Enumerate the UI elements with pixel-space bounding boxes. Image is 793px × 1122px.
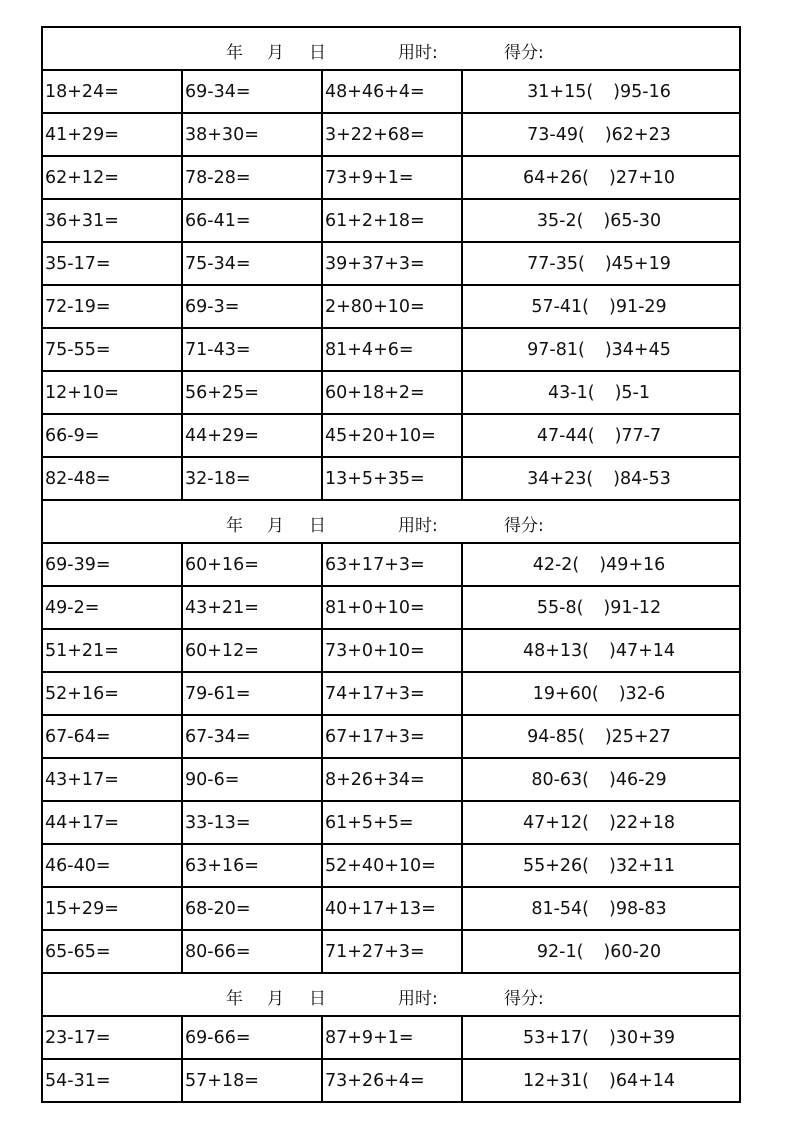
problem-cell: 44+17= — [43, 802, 183, 843]
problem-row — [41, 714, 741, 757]
comparison-cell — [463, 200, 739, 241]
comparison-left: 47-44( — [536, 425, 595, 446]
problem-cell: 57+18= — [183, 1060, 323, 1101]
comparison-left: 53+17( — [522, 1027, 589, 1048]
problem-cell: 73+9+1= — [323, 157, 463, 198]
problem-cell: 75-34= — [183, 243, 323, 284]
comparison-right: )27+10 — [609, 167, 676, 188]
problem-row — [41, 800, 741, 843]
comparison-right: )84-53 — [613, 468, 671, 489]
comparison-right: )32+11 — [609, 855, 676, 876]
comparison-left: 55+26( — [522, 855, 589, 876]
problem-cell: 66-9= — [43, 415, 183, 456]
problem-cell: 61+5+5= — [323, 802, 463, 843]
comparison-right: )49+16 — [599, 554, 666, 575]
comparison-right: )47+14 — [609, 640, 676, 661]
worksheet — [41, 26, 741, 1103]
comparison-right: )25+27 — [604, 726, 671, 747]
header-time-used: 用时: — [398, 516, 438, 536]
problem-cell: 18+24= — [43, 71, 183, 112]
comparison-left: 55-8( — [536, 597, 584, 618]
problem-cell: 52+16= — [43, 673, 183, 714]
comparison-left: 31+15( — [527, 81, 594, 102]
problem-cell: 23-17= — [43, 1017, 183, 1058]
comparison-right: )22+18 — [609, 812, 676, 833]
problem-cell: 56+25= — [183, 372, 323, 413]
comparison-cell — [463, 888, 739, 929]
comparison-right: )32-6 — [618, 683, 666, 704]
comparison-cell — [463, 630, 739, 671]
problem-cell: 43+21= — [183, 587, 323, 628]
problem-row — [41, 456, 741, 499]
problem-cell: 41+29= — [43, 114, 183, 155]
header-year: 年 — [226, 516, 243, 536]
problem-cell: 69-3= — [183, 286, 323, 327]
comparison-left: 64+26( — [522, 167, 589, 188]
problem-cell: 69-34= — [183, 71, 323, 112]
problem-row — [41, 542, 741, 585]
comparison-left: 19+60( — [532, 683, 599, 704]
comparison-cell — [463, 458, 739, 499]
comparison-left: 94-85( — [527, 726, 585, 747]
problem-cell: 45+20+10= — [323, 415, 463, 456]
comparison-cell — [463, 587, 739, 628]
problem-cell: 90-6= — [183, 759, 323, 800]
problem-cell: 74+17+3= — [323, 673, 463, 714]
problem-row — [41, 886, 741, 929]
problem-row — [41, 155, 741, 198]
problem-cell: 79-61= — [183, 673, 323, 714]
problem-row — [41, 370, 741, 413]
problem-cell: 49-2= — [43, 587, 183, 628]
problem-cell: 54-31= — [43, 1060, 183, 1101]
problem-row — [41, 413, 741, 456]
header-year: 年 — [226, 43, 243, 63]
comparison-left: 48+13( — [522, 640, 589, 661]
problem-cell: 78-28= — [183, 157, 323, 198]
problem-cell: 13+5+35= — [323, 458, 463, 499]
problem-cell: 72-19= — [43, 286, 183, 327]
header-day: 日 — [309, 43, 326, 63]
problem-cell: 35-17= — [43, 243, 183, 284]
comparison-cell — [463, 329, 739, 370]
problem-cell: 75-55= — [43, 329, 183, 370]
problem-cell: 61+2+18= — [323, 200, 463, 241]
comparison-right: )98-83 — [609, 898, 667, 919]
problem-row — [41, 585, 741, 628]
problem-row — [41, 69, 741, 112]
problem-row — [41, 112, 741, 155]
problem-cell: 80-66= — [183, 931, 323, 972]
header-time-used: 用时: — [398, 989, 438, 1009]
comparison-cell — [463, 415, 739, 456]
comparison-right: )65-30 — [603, 210, 662, 231]
problem-cell: 71+27+3= — [323, 931, 463, 972]
comparison-cell — [463, 673, 739, 714]
problem-cell: 65-65= — [43, 931, 183, 972]
comparison-right: )62+23 — [604, 124, 671, 145]
problem-cell: 43+17= — [43, 759, 183, 800]
comparison-left: 34+23( — [527, 468, 594, 489]
problem-cell: 44+29= — [183, 415, 323, 456]
problem-cell: 32-18= — [183, 458, 323, 499]
header-day: 日 — [309, 989, 326, 1009]
header-score: 得分: — [504, 989, 544, 1009]
problem-cell: 81+4+6= — [323, 329, 463, 370]
comparison-right: )30+39 — [609, 1027, 676, 1048]
problem-row — [41, 929, 741, 972]
problem-cell: 3+22+68= — [323, 114, 463, 155]
problem-cell: 63+17+3= — [323, 544, 463, 585]
problem-cell: 60+18+2= — [323, 372, 463, 413]
problem-row — [41, 327, 741, 370]
comparison-cell — [463, 372, 739, 413]
comparison-cell — [463, 157, 739, 198]
comparison-left: 43-1( — [548, 382, 595, 403]
problem-cell: 62+12= — [43, 157, 183, 198]
block-header — [41, 972, 741, 1015]
problem-cell: 46-40= — [43, 845, 183, 886]
header-month: 月 — [267, 516, 284, 536]
header-day: 日 — [309, 516, 326, 536]
problem-cell: 66-41= — [183, 200, 323, 241]
problem-cell: 15+29= — [43, 888, 183, 929]
comparison-cell — [463, 544, 739, 585]
comparison-left: 57-41( — [531, 296, 589, 317]
problem-cell: 73+0+10= — [323, 630, 463, 671]
problem-row — [41, 1015, 741, 1058]
comparison-right: )34+45 — [604, 339, 671, 360]
problem-row — [41, 671, 741, 714]
problem-cell: 52+40+10= — [323, 845, 463, 886]
comparison-cell — [463, 114, 739, 155]
problem-cell: 71-43= — [183, 329, 323, 370]
problem-row — [41, 757, 741, 800]
problem-cell: 40+17+13= — [323, 888, 463, 929]
comparison-right: )95-16 — [613, 81, 671, 102]
comparison-cell — [463, 286, 739, 327]
problem-cell: 73+26+4= — [323, 1060, 463, 1101]
comparison-right: )46-29 — [609, 769, 667, 790]
comparison-right: )91-12 — [603, 597, 662, 618]
problem-row — [41, 284, 741, 327]
problem-cell: 51+21= — [43, 630, 183, 671]
comparison-left: 92-1( — [536, 941, 584, 962]
header-month: 月 — [267, 989, 284, 1009]
problem-cell: 69-66= — [183, 1017, 323, 1058]
comparison-cell — [463, 1060, 739, 1101]
problem-cell: 38+30= — [183, 114, 323, 155]
problem-cell: 68-20= — [183, 888, 323, 929]
comparison-cell — [463, 71, 739, 112]
comparison-cell — [463, 1017, 739, 1058]
block-header — [41, 26, 741, 69]
comparison-left: 77-35( — [527, 253, 585, 274]
problem-cell: 81+0+10= — [323, 587, 463, 628]
problem-cell: 33-13= — [183, 802, 323, 843]
comparison-cell — [463, 931, 739, 972]
problem-row — [41, 198, 741, 241]
problem-cell: 12+10= — [43, 372, 183, 413]
problem-cell: 39+37+3= — [323, 243, 463, 284]
comparison-right: )60-20 — [603, 941, 662, 962]
problem-cell: 63+16= — [183, 845, 323, 886]
problem-row — [41, 1058, 741, 1103]
header-month: 月 — [267, 43, 284, 63]
problem-cell: 69-39= — [43, 544, 183, 585]
problem-cell: 8+26+34= — [323, 759, 463, 800]
comparison-cell — [463, 802, 739, 843]
comparison-right: )91-29 — [609, 296, 667, 317]
problem-row — [41, 843, 741, 886]
problem-cell: 2+80+10= — [323, 286, 463, 327]
comparison-left: 81-54( — [531, 898, 589, 919]
comparison-right: )45+19 — [604, 253, 671, 274]
problem-cell: 60+16= — [183, 544, 323, 585]
problem-cell: 67-34= — [183, 716, 323, 757]
comparison-cell — [463, 845, 739, 886]
block-header — [41, 499, 741, 542]
problem-cell: 36+31= — [43, 200, 183, 241]
problem-row — [41, 628, 741, 671]
header-score: 得分: — [504, 43, 544, 63]
problem-row — [41, 241, 741, 284]
comparison-left: 12+31( — [522, 1070, 589, 1091]
problem-cell: 60+12= — [183, 630, 323, 671]
comparison-left: 97-81( — [527, 339, 585, 360]
comparison-right: )5-1 — [614, 382, 650, 403]
comparison-cell — [463, 716, 739, 757]
problem-cell: 82-48= — [43, 458, 183, 499]
comparison-right: )77-7 — [614, 425, 662, 446]
comparison-cell — [463, 759, 739, 800]
problem-cell: 87+9+1= — [323, 1017, 463, 1058]
problem-cell: 67+17+3= — [323, 716, 463, 757]
comparison-left: 73-49( — [527, 124, 585, 145]
header-score: 得分: — [504, 516, 544, 536]
problem-cell: 48+46+4= — [323, 71, 463, 112]
comparison-right: )64+14 — [609, 1070, 676, 1091]
comparison-left: 80-63( — [531, 769, 589, 790]
header-year: 年 — [226, 989, 243, 1009]
header-time-used: 用时: — [398, 43, 438, 63]
comparison-left: 42-2( — [532, 554, 580, 575]
problem-cell: 67-64= — [43, 716, 183, 757]
comparison-cell — [463, 243, 739, 284]
comparison-left: 47+12( — [522, 812, 589, 833]
comparison-left: 35-2( — [536, 210, 584, 231]
